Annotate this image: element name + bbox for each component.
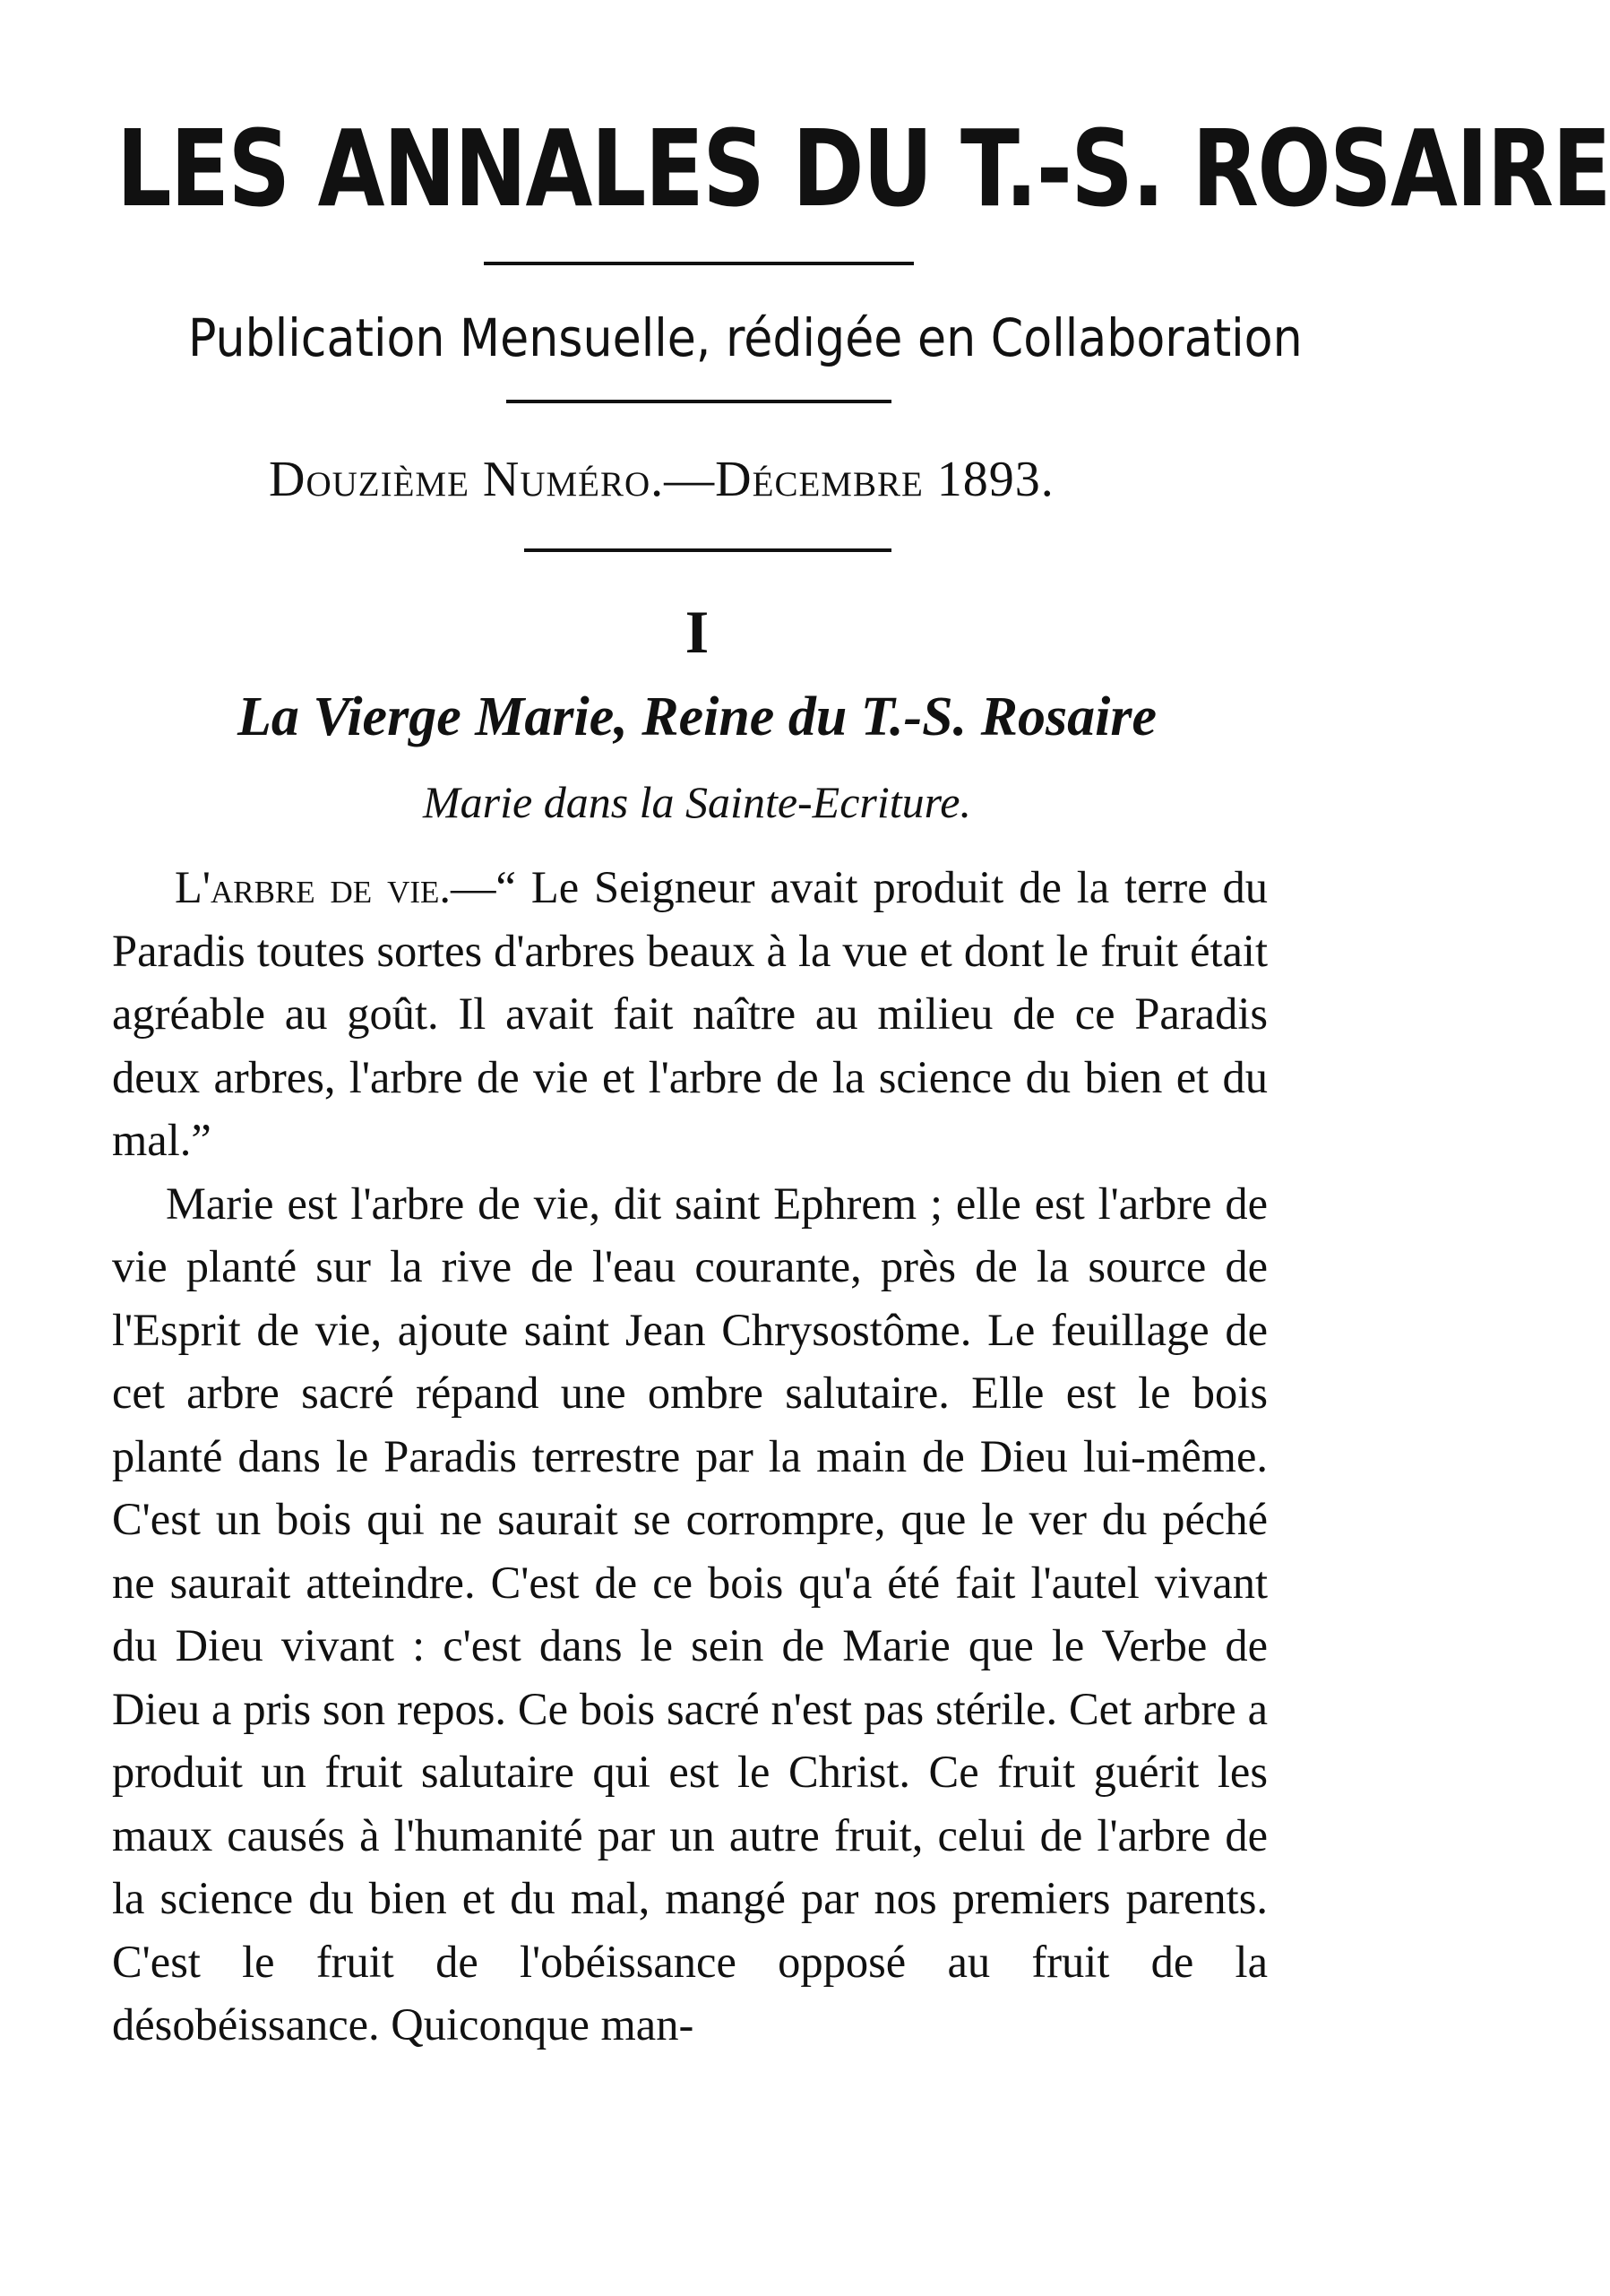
divider-rule xyxy=(484,262,914,265)
issue-line: Douzième Numéro.—Décembre 1893. xyxy=(269,452,1055,507)
chapter-title: La Vierge Marie, Reine du T.-S. Rosaire xyxy=(237,686,1157,747)
masthead-title: LES ANNALES DU T.-S. ROSAIRE xyxy=(116,107,1610,230)
paragraph-lead: L'arbre de vie. xyxy=(175,862,452,912)
paragraph-text: Marie est l'arbre de vie, dit saint Ephrem ; elle est l'arbre de vie planté sur la rive de l'eau courante, près de la source de l'Esprit de vie, ajoute saint Jean Chrysostôme. Le feuillage de cet arbre sacré répand une ombre salutaire. Elle est le bois planté dans le Paradis terrestre par la main de Dieu lui-même. C'est un bois qui ne saurait se corrompre, que le ver du péché ne saurait atteindre. C'est de ce bois qu'a été fait l'autel vivant du Dieu vivant : c'est dans le sein de Marie que le Verbe de Dieu a pris son repos. Ce bois sacré n'est pas stérile. Cet arbre a produit un fruit salutaire qui est le Christ. Ce fruit guérit les maux causés à l'humanité par un autre fruit, celui de l'arbre de la science du bien et du mal, mangé par nos premiers parents. C'est le fruit de l'obéissance opposé au fruit de la désobéissance. Quiconque man- xyxy=(112,1178,1268,2050)
chapter-numeral: I xyxy=(684,598,710,666)
article-body xyxy=(112,856,1268,2057)
paragraph-text: —“ Le Seigneur avait produit de la terre du Paradis toutes sortes d'arbres beaux à la vue et dont le fruit était agréable au goût. Il avait fait naître au milieu de ce Paradis deux arbres, l'arbre de vie et l'arbre de la science du bien et du mal.” xyxy=(112,862,1269,1165)
divider-rule xyxy=(506,400,891,403)
divider-rule xyxy=(524,548,891,552)
paragraph xyxy=(112,856,1268,1172)
paragraph xyxy=(112,1172,1268,2057)
section-title: Marie dans la Sainte-Ecriture. xyxy=(423,777,971,827)
publication-subtitle: Publication Mensuelle, rédigée en Collaboration xyxy=(188,307,1303,368)
